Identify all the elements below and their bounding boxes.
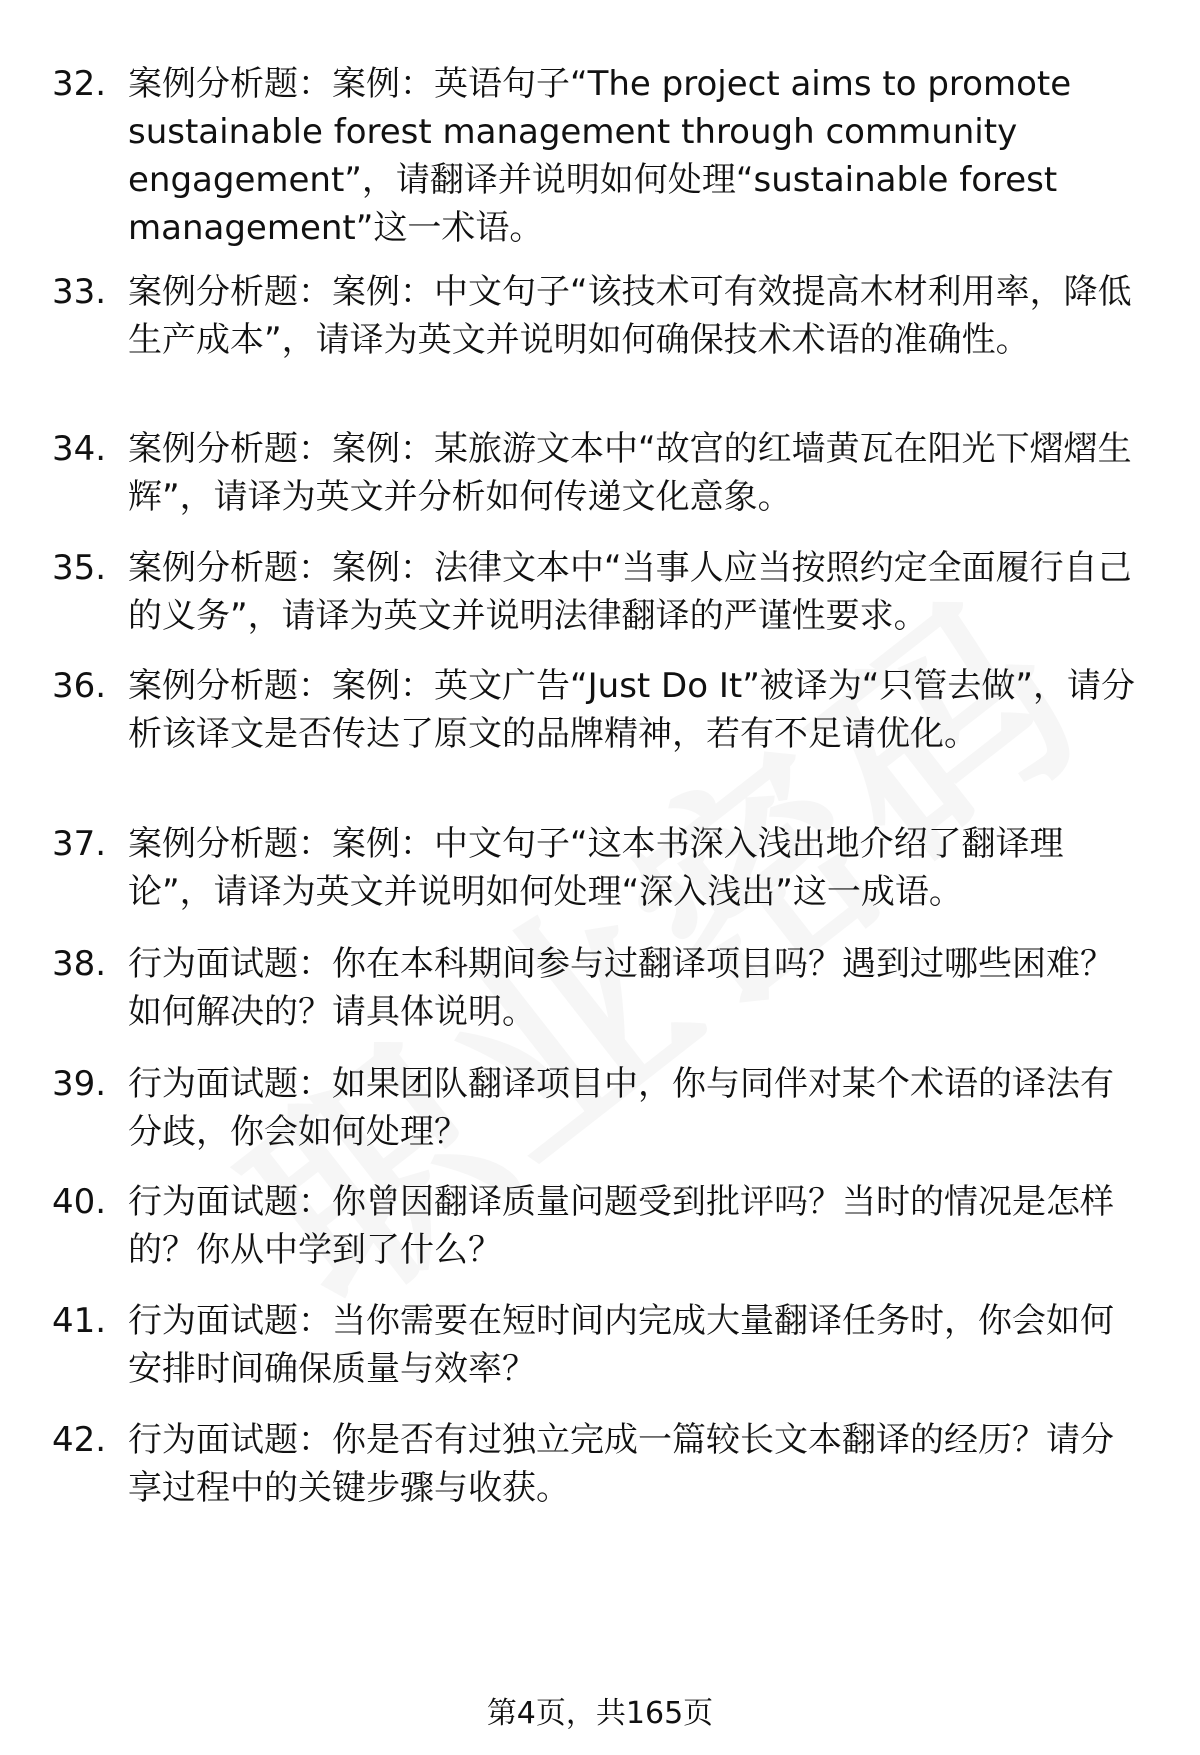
page-footer: 第4页，共165页 xyxy=(486,1696,714,1731)
question-39 xyxy=(52,1060,1147,1156)
question-40 xyxy=(52,1178,1147,1274)
question-text: 案例分析题：案例：英文广告“Just Do It”被译为“只管去做”，请分析该译文是否传达了原文的品牌精神，若有不足请优化。 xyxy=(128,666,1136,754)
question-text: 案例分析题：案例：英语句子“The project aims to promote sustainable forest management through community engagement”，请翻译并说明如何处理“sustainable forest management”这一术语。 xyxy=(128,64,1072,248)
question-number: 42. xyxy=(52,1420,107,1460)
question-number: 38. xyxy=(52,944,107,984)
question-text: 行为面试题：你在本科期间参与过翻译项目吗？遇到过哪些困难？如何解决的？请具体说明。 xyxy=(128,944,1114,1032)
question-33 xyxy=(52,268,1147,364)
question-number: 39. xyxy=(52,1064,107,1104)
question-number: 37. xyxy=(52,824,107,864)
question-text: 行为面试题：你是否有过独立完成一篇较长文本翻译的经历？请分享过程中的关键步骤与收获。 xyxy=(128,1420,1114,1508)
question-36 xyxy=(52,662,1147,758)
question-text: 行为面试题：当你需要在短时间内完成大量翻译任务时，你会如何安排时间确保质量与效率？ xyxy=(128,1301,1114,1389)
question-number: 40. xyxy=(52,1182,107,1222)
question-number: 36. xyxy=(52,666,107,706)
question-38 xyxy=(52,940,1147,1036)
question-37 xyxy=(52,820,1147,916)
question-text: 行为面试题：如果团队翻译项目中，你与同伴对某个术语的译法有分歧，你会如何处理？ xyxy=(128,1064,1114,1152)
question-number: 33. xyxy=(52,272,107,312)
question-text: 案例分析题：案例：中文句子“该技术可有效提高木材利用率，降低生产成本”，请译为英文并说明如何确保技术术语的准确性。 xyxy=(128,272,1132,360)
question-text: 案例分析题：案例：中文句子“这本书深入浅出地介绍了翻译理论”，请译为英文并说明如何处理“深入浅出”这一成语。 xyxy=(128,824,1064,912)
question-number: 41. xyxy=(52,1301,107,1341)
question-text: 案例分析题：案例：某旅游文本中“故宫的红墙黄瓦在阳光下熠熠生辉”，请译为英文并分析如何传递文化意象。 xyxy=(128,429,1132,517)
question-42 xyxy=(52,1416,1147,1512)
question-number: 34. xyxy=(52,429,107,469)
question-text: 案例分析题：案例：法律文本中“当事人应当按照约定全面履行自己的义务”，请译为英文并说明法律翻译的严谨性要求。 xyxy=(128,548,1132,636)
question-35 xyxy=(52,544,1147,640)
question-34 xyxy=(52,425,1147,521)
question-41 xyxy=(52,1297,1147,1393)
question-text: 行为面试题：你曾因翻译质量问题受到批评吗？当时的情况是怎样的？你从中学到了什么？ xyxy=(128,1182,1114,1270)
question-number: 35. xyxy=(52,548,107,588)
question-number: 32. xyxy=(52,64,107,104)
question-32 xyxy=(52,60,1147,252)
